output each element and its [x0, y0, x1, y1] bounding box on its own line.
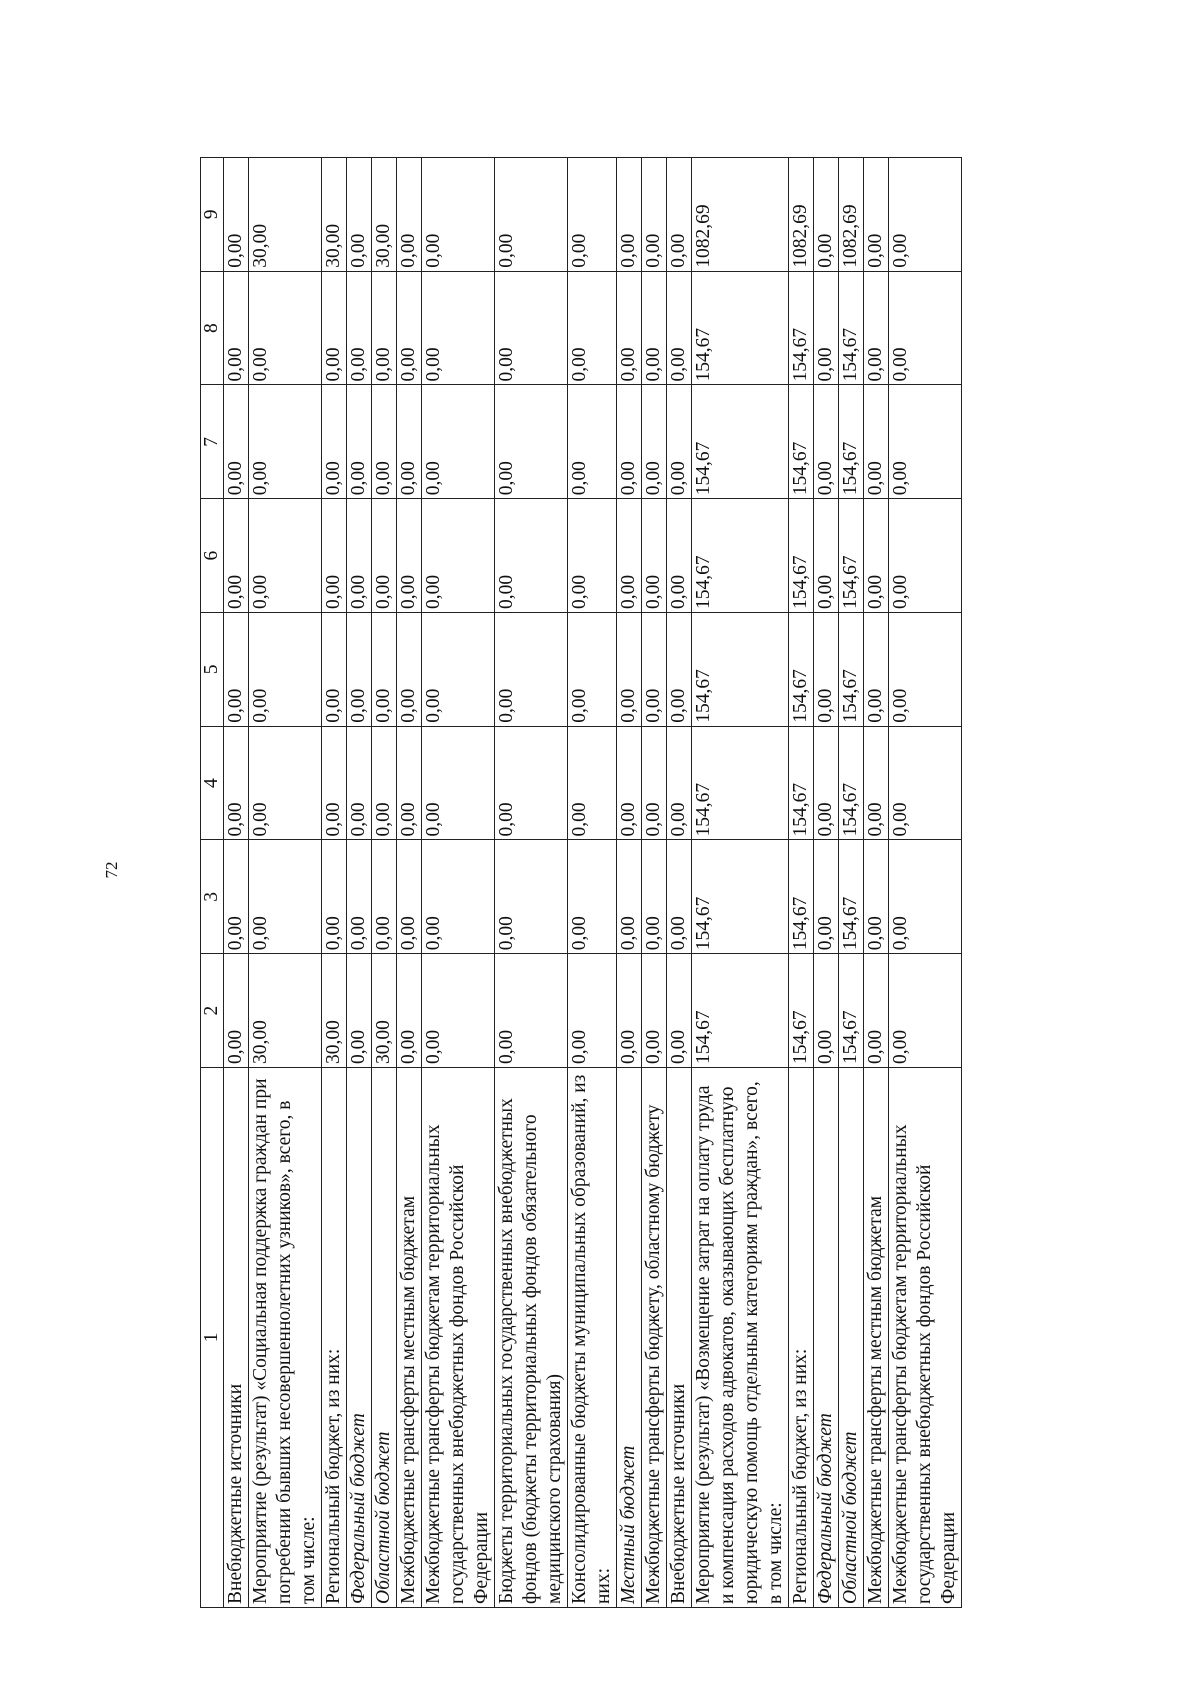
- table-row: [422, 158, 495, 1608]
- value-cell: 0,00: [568, 613, 617, 727]
- column-header: 7: [201, 385, 224, 499]
- value-cell: 0,00: [347, 613, 372, 727]
- value-cell: 0,00: [617, 499, 642, 613]
- value-cell: 0,00: [814, 499, 839, 613]
- table-row: [322, 158, 347, 1608]
- row-label: Межбюджетные трансферты местным бюджетам: [397, 1068, 422, 1608]
- value-cell: 0,00: [814, 271, 839, 385]
- value-cell: 0,00: [372, 385, 397, 499]
- value-cell: 0,00: [495, 613, 568, 727]
- table-row: [495, 158, 568, 1608]
- value-cell: 0,00: [422, 954, 495, 1068]
- value-cell: 154,67: [692, 726, 789, 840]
- value-cell: 0,00: [249, 613, 322, 727]
- value-cell: 0,00: [249, 840, 322, 954]
- row-label: Внебюджетные источники: [224, 1068, 249, 1608]
- value-cell: 0,00: [617, 840, 642, 954]
- value-cell: 0,00: [347, 726, 372, 840]
- row-label: Внебюджетные источники: [667, 1068, 692, 1608]
- value-cell: 0,00: [372, 726, 397, 840]
- value-cell: 0,00: [322, 726, 347, 840]
- value-cell: 154,67: [789, 840, 814, 954]
- rotated-table-container: [200, 158, 1105, 1608]
- value-cell: 0,00: [864, 271, 889, 385]
- page-number: 72: [102, 861, 121, 879]
- value-cell: 0,00: [372, 613, 397, 727]
- value-cell: 0,00: [495, 385, 568, 499]
- value-cell: 0,00: [889, 271, 962, 385]
- value-cell: 0,00: [642, 726, 667, 840]
- value-cell: 0,00: [322, 499, 347, 613]
- value-cell: 0,00: [617, 613, 642, 727]
- table-row: [839, 158, 864, 1608]
- value-cell: 0,00: [667, 158, 692, 272]
- value-cell: 154,67: [839, 271, 864, 385]
- value-cell: 0,00: [422, 158, 495, 272]
- value-cell: 0,00: [495, 158, 568, 272]
- row-label: Мероприятие (результат) «Социальная поддержка граждан при погребении бывших несовершеннолетних узников», всего, в том числе:: [249, 1068, 322, 1608]
- table-row: [617, 158, 642, 1608]
- value-cell: 0,00: [864, 613, 889, 727]
- value-cell: 0,00: [814, 385, 839, 499]
- value-cell: 0,00: [889, 613, 962, 727]
- value-cell: 154,67: [839, 726, 864, 840]
- value-cell: 0,00: [814, 840, 839, 954]
- value-cell: 0,00: [568, 385, 617, 499]
- value-cell: 154,67: [789, 726, 814, 840]
- value-cell: 0,00: [249, 726, 322, 840]
- value-cell: 0,00: [397, 726, 422, 840]
- value-cell: 0,00: [322, 613, 347, 727]
- value-cell: 0,00: [864, 499, 889, 613]
- value-cell: 0,00: [889, 954, 962, 1068]
- value-cell: 0,00: [397, 499, 422, 613]
- value-cell: 0,00: [347, 385, 372, 499]
- value-cell: 0,00: [397, 840, 422, 954]
- value-cell: 0,00: [617, 726, 642, 840]
- value-cell: 30,00: [322, 158, 347, 272]
- row-label: Консолидированные бюджеты муниципальных образований, из них:: [568, 1068, 617, 1608]
- value-cell: 0,00: [347, 158, 372, 272]
- row-label: Областной бюджет: [372, 1068, 397, 1608]
- table-row: [397, 158, 422, 1608]
- column-header: 1: [201, 1068, 224, 1608]
- value-cell: 0,00: [642, 271, 667, 385]
- value-cell: 0,00: [224, 158, 249, 272]
- table-row: [347, 158, 372, 1608]
- row-label: Бюджеты территориальных государственных внебюджетных фондов (бюджеты территориальных фондов обязательного медицинского страхования): [495, 1068, 568, 1608]
- row-label: Мероприятие (результат) «Возмещение затрат на оплату труда и компенсация расходов адвокатов, оказывающих бесплатную юридическую помощь отдельным категориям граждан», всего, в том числе:: [692, 1068, 789, 1608]
- value-cell: 0,00: [864, 726, 889, 840]
- value-cell: 0,00: [889, 158, 962, 272]
- value-cell: 0,00: [224, 726, 249, 840]
- column-header: 6: [201, 499, 224, 613]
- value-cell: 0,00: [568, 726, 617, 840]
- value-cell: 0,00: [667, 271, 692, 385]
- row-label: Межбюджетные трансферты бюджетам территориальных государственных внебюджетных фондов Российской Федерации: [889, 1068, 962, 1608]
- value-cell: 0,00: [642, 840, 667, 954]
- value-cell: 0,00: [224, 954, 249, 1068]
- value-cell: 154,67: [839, 385, 864, 499]
- column-header: 8: [201, 271, 224, 385]
- value-cell: 0,00: [568, 158, 617, 272]
- value-cell: 0,00: [249, 499, 322, 613]
- value-cell: 154,67: [839, 840, 864, 954]
- value-cell: 0,00: [347, 271, 372, 385]
- row-label: Областной бюджет: [839, 1068, 864, 1608]
- value-cell: 0,00: [889, 385, 962, 499]
- value-cell: 0,00: [347, 499, 372, 613]
- value-cell: 0,00: [667, 726, 692, 840]
- value-cell: 0,00: [224, 613, 249, 727]
- value-cell: 1082,69: [692, 158, 789, 272]
- value-cell: 0,00: [495, 840, 568, 954]
- value-cell: 154,67: [692, 954, 789, 1068]
- value-cell: 0,00: [422, 271, 495, 385]
- row-label: Региональный бюджет, из них:: [789, 1068, 814, 1608]
- value-cell: 0,00: [422, 726, 495, 840]
- value-cell: 154,67: [839, 954, 864, 1068]
- column-header: 5: [201, 613, 224, 727]
- value-cell: 0,00: [864, 158, 889, 272]
- value-cell: 0,00: [889, 840, 962, 954]
- column-header: 3: [201, 840, 224, 954]
- value-cell: 0,00: [864, 954, 889, 1068]
- value-cell: 0,00: [224, 840, 249, 954]
- value-cell: 0,00: [667, 840, 692, 954]
- value-cell: 0,00: [397, 954, 422, 1068]
- value-cell: 0,00: [372, 499, 397, 613]
- column-header: 9: [201, 158, 224, 272]
- value-cell: 0,00: [422, 385, 495, 499]
- budget-table: [200, 157, 962, 1608]
- row-label: Межбюджетные трансферты местным бюджетам: [864, 1068, 889, 1608]
- value-cell: 0,00: [224, 271, 249, 385]
- value-cell: 154,67: [839, 613, 864, 727]
- value-cell: 0,00: [397, 613, 422, 727]
- value-cell: 154,67: [789, 954, 814, 1068]
- value-cell: 154,67: [789, 271, 814, 385]
- value-cell: 0,00: [495, 499, 568, 613]
- value-cell: 0,00: [642, 499, 667, 613]
- value-cell: 0,00: [224, 385, 249, 499]
- value-cell: 0,00: [642, 613, 667, 727]
- table-row: [372, 158, 397, 1608]
- value-cell: 154,67: [692, 385, 789, 499]
- value-cell: 30,00: [372, 954, 397, 1068]
- value-cell: 0,00: [347, 840, 372, 954]
- value-cell: 0,00: [667, 385, 692, 499]
- value-cell: 0,00: [889, 726, 962, 840]
- value-cell: 0,00: [889, 499, 962, 613]
- value-cell: 0,00: [249, 385, 322, 499]
- table-row: [568, 158, 617, 1608]
- table-row: [814, 158, 839, 1608]
- row-label: Федеральный бюджет: [814, 1068, 839, 1608]
- value-cell: 0,00: [422, 499, 495, 613]
- column-header: 2: [201, 954, 224, 1068]
- table-row: [864, 158, 889, 1608]
- row-label: Местный бюджет: [617, 1068, 642, 1608]
- row-label: Межбюджетные трансферты бюджету, областному бюджету: [642, 1068, 667, 1608]
- row-label: Региональный бюджет, из них:: [322, 1068, 347, 1608]
- table-row: [692, 158, 789, 1608]
- value-cell: 0,00: [372, 271, 397, 385]
- column-header: 4: [201, 726, 224, 840]
- value-cell: 0,00: [495, 954, 568, 1068]
- value-cell: 0,00: [642, 385, 667, 499]
- table-row: [642, 158, 667, 1608]
- value-cell: 0,00: [568, 271, 617, 385]
- value-cell: 0,00: [422, 613, 495, 727]
- value-cell: 0,00: [347, 954, 372, 1068]
- value-cell: 0,00: [495, 271, 568, 385]
- value-cell: 0,00: [814, 726, 839, 840]
- value-cell: 154,67: [692, 271, 789, 385]
- value-cell: 0,00: [642, 954, 667, 1068]
- value-cell: 154,67: [692, 499, 789, 613]
- value-cell: 0,00: [322, 271, 347, 385]
- value-cell: 0,00: [814, 158, 839, 272]
- value-cell: 0,00: [864, 840, 889, 954]
- value-cell: 30,00: [322, 954, 347, 1068]
- value-cell: 0,00: [322, 840, 347, 954]
- value-cell: 0,00: [397, 385, 422, 499]
- value-cell: 30,00: [249, 158, 322, 272]
- value-cell: 0,00: [422, 840, 495, 954]
- value-cell: 0,00: [397, 158, 422, 272]
- value-cell: 154,67: [789, 613, 814, 727]
- value-cell: 0,00: [224, 499, 249, 613]
- value-cell: 1082,69: [789, 158, 814, 272]
- value-cell: 0,00: [814, 954, 839, 1068]
- value-cell: 0,00: [667, 954, 692, 1068]
- value-cell: 30,00: [372, 158, 397, 272]
- table-row: [667, 158, 692, 1608]
- value-cell: 0,00: [864, 385, 889, 499]
- value-cell: 0,00: [568, 840, 617, 954]
- value-cell: 0,00: [642, 158, 667, 272]
- value-cell: 0,00: [667, 613, 692, 727]
- table-row: [249, 158, 322, 1608]
- table-row: [224, 158, 249, 1608]
- value-cell: 0,00: [568, 954, 617, 1068]
- value-cell: 154,67: [692, 840, 789, 954]
- value-cell: 30,00: [249, 954, 322, 1068]
- value-cell: 0,00: [617, 271, 642, 385]
- value-cell: 0,00: [322, 385, 347, 499]
- value-cell: 0,00: [568, 499, 617, 613]
- value-cell: 0,00: [617, 385, 642, 499]
- table-row: [789, 158, 814, 1608]
- value-cell: 0,00: [814, 613, 839, 727]
- value-cell: 154,67: [692, 613, 789, 727]
- value-cell: 154,67: [789, 499, 814, 613]
- header-row: [201, 158, 224, 1608]
- value-cell: 154,67: [839, 499, 864, 613]
- value-cell: 0,00: [372, 840, 397, 954]
- value-cell: 154,67: [789, 385, 814, 499]
- value-cell: 0,00: [249, 271, 322, 385]
- value-cell: 0,00: [667, 499, 692, 613]
- table-row: [889, 158, 962, 1608]
- value-cell: 0,00: [617, 954, 642, 1068]
- row-label: Федеральный бюджет: [347, 1068, 372, 1608]
- value-cell: 0,00: [495, 726, 568, 840]
- row-label: Межбюджетные трансферты бюджетам территориальных государственных внебюджетных фондов Российской Федерации: [422, 1068, 495, 1608]
- value-cell: 0,00: [397, 271, 422, 385]
- value-cell: 1082,69: [839, 158, 864, 272]
- value-cell: 0,00: [617, 158, 642, 272]
